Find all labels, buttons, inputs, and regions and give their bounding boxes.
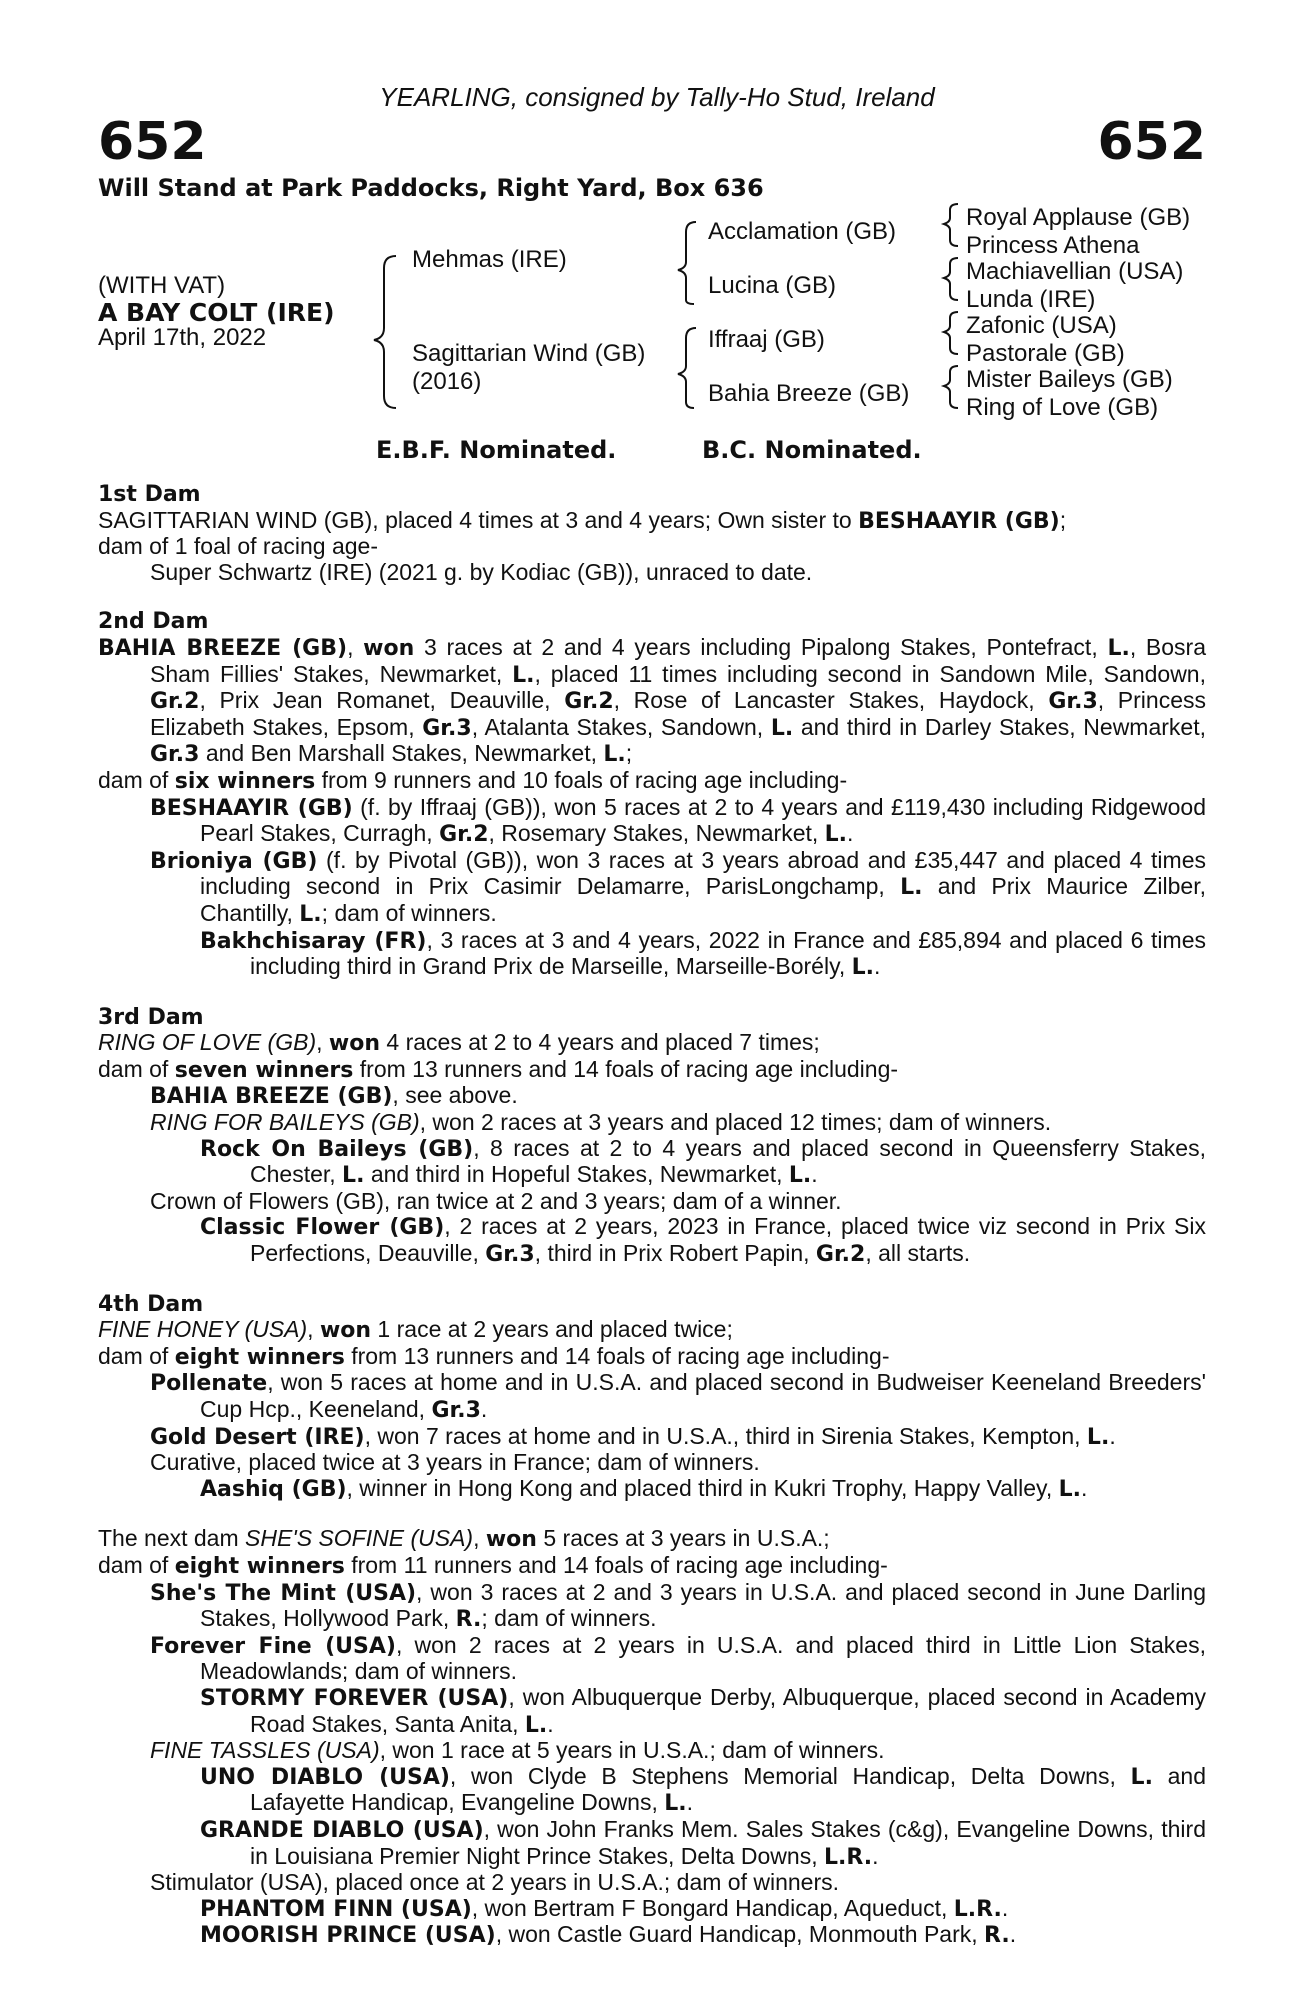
produce-entry: Super Schwartz (IRE) (2021 g. by Kodiac (GB)), unraced to date. bbox=[150, 558, 813, 585]
produce-entry: Forever Fine (USA), won 2 races at 2 years in U.S.A. and placed third in Little Lion Stakes, Meadowlands; dam of winners. bbox=[150, 1631, 1206, 1685]
grandparent-3: Machiavellian (USA) bbox=[966, 258, 1184, 285]
sire-sire: Acclamation (GB) bbox=[708, 218, 897, 245]
dam-paragraph: SAGITTARIAN WIND (GB), placed 4 times at 3 and 4 years; Own sister to BESHAAYIR (GB); bbox=[98, 506, 1067, 534]
consignment-line: YEARLING, consigned by Tally-Ho Stud, Ireland bbox=[379, 82, 935, 112]
produce-entry: Pollenate, won 5 races at home and in U.S.A. and placed second in Budweiser Keeneland Breeders' Cup Hcp., Keeneland, Gr.3. bbox=[150, 1369, 1206, 1423]
produce-entry: She's The Mint (USA), won 3 races at 2 and 3 years in U.S.A. and placed second in June Darling Stakes, Hollywood Park, R.; dam of winners. bbox=[150, 1578, 1206, 1633]
section-heading: 1st Dam bbox=[98, 482, 201, 507]
produce-entry: Gold Desert (IRE), won 7 races at home and in U.S.A., third in Sirenia Stakes, Kempton, L.. bbox=[150, 1422, 1116, 1450]
produce-entry: Bakhchisaray (FR), 3 races at 3 and 4 years, 2022 in France and £85,894 and placed 6 times including third in Grand Prix de Marseille, Marseille-Borély, L.. bbox=[200, 926, 1206, 981]
grandparent-5: Zafonic (USA) bbox=[966, 312, 1117, 339]
grandparent-6: Pastorale (GB) bbox=[966, 340, 1125, 367]
dam-paragraph: RING OF LOVE (GB), won 4 races at 2 to 4 years and placed 7 times; bbox=[98, 1029, 820, 1057]
produce-entry: GRANDE DIABLO (USA), won John Franks Mem. Sales Stakes (c&g), Evangeline Downs, third in Louisiana Premier Night Prince Stakes, Delta Downs, L.R.. bbox=[200, 1815, 1206, 1870]
produce-entry: Classic Flower (GB), 2 races at 2 years, 2023 in France, placed twice viz second in Prix Six Perfections, Deauville, Gr.3, third in Prix Robert Papin, Gr.2, all starts. bbox=[200, 1213, 1206, 1268]
dam-produce-line: dam of six winners from 9 runners and 10 foals of racing age including- bbox=[98, 766, 848, 794]
ebf-nominated: E.B.F. Nominated. bbox=[376, 436, 617, 464]
produce-entry: UNO DIABLO (USA), won Clyde B Stephens Memorial Handicap, Delta Downs, L. and Lafayette Handicap, Evangeline Downs, L.. bbox=[200, 1762, 1206, 1817]
horse-name: A BAY COLT (IRE) bbox=[98, 298, 335, 327]
produce-entry: MOORISH PRINCE (USA), won Castle Guard Handicap, Monmouth Park, R.. bbox=[200, 1921, 1017, 1949]
produce-entry: PHANTOM FINN (USA), won Bertram F Bongard Handicap, Aqueduct, L.R.. bbox=[200, 1894, 1009, 1922]
stand-location: Will Stand at Park Paddocks, Right Yard, Box 636 bbox=[98, 174, 764, 202]
grandparent-1: Royal Applause (GB) bbox=[966, 204, 1191, 231]
produce-entry: Crown of Flowers (GB), ran twice at 2 and 3 years; dam of a winner. bbox=[150, 1187, 842, 1214]
sire-dam: Lucina (GB) bbox=[708, 272, 837, 299]
grandparent-4: Lunda (IRE) bbox=[966, 286, 1096, 313]
produce-entry: FINE TASSLES (USA), won 1 race at 5 years in U.S.A.; dam of winners. bbox=[150, 1737, 885, 1764]
dam-dam: Bahia Breeze (GB) bbox=[708, 380, 910, 407]
section-heading: 2nd Dam bbox=[98, 609, 209, 635]
dam-paragraph: The next dam SHE'S SOFINE (USA), won 5 races at 3 years in U.S.A.; bbox=[98, 1525, 830, 1553]
dam-produce-line: dam of seven winners from 13 runners and 14 foals of racing age including- bbox=[98, 1055, 899, 1083]
dam: Sagittarian Wind (GB) bbox=[412, 340, 646, 367]
catalogue-body bbox=[98, 482, 1206, 1949]
vat-note: (WITH VAT) bbox=[98, 272, 226, 299]
dam-year: (2016) bbox=[412, 368, 482, 395]
grandparent-7: Mister Baileys (GB) bbox=[966, 366, 1173, 393]
dam-paragraph: FINE HONEY (USA), won 1 race at 2 years and placed twice; bbox=[98, 1316, 733, 1344]
grandparent-2: Princess Athena bbox=[966, 232, 1140, 259]
dam-produce-line: dam of eight winners from 13 runners and 14 foals of racing age including- bbox=[98, 1342, 890, 1370]
sire: Mehmas (IRE) bbox=[412, 246, 567, 273]
produce-entry: Brioniya (GB) (f. by Pivotal (GB)), won 3 races at 3 years abroad and £35,447 and placed 4 times including second in Prix Casimir Delamarre, ParisLongchamp, L. and Prix Maurice Zilber, Chantilly, L.; dam of winners. bbox=[150, 846, 1206, 927]
produce-entry: Rock On Baileys (GB), 8 races at 2 to 4 years and placed second in Queensferry Stakes, Chester, L. and third in Hopeful Stakes, Newmarket, L.. bbox=[200, 1134, 1206, 1189]
lot-number-left: 652 bbox=[98, 112, 207, 172]
section-heading: 4th Dam bbox=[98, 1291, 204, 1317]
dam-paragraph: BAHIA BREEZE (GB), won 3 races at 2 and 4 years including Pipalong Stakes, Pontefract, L., Bosra Sham Fillies' Stakes, Newmarket, L., placed 11 times including second in Sandown Mile, Sandown, Gr.2, Prix Jean Romanet, Deauville, Gr.2, Rose of Lancaster Stakes, Haydock, Gr.3, Princess Elizabeth Stakes, Epsom, Gr.3, Atalanta Stakes, Sandown, L. and third in Darley Stakes, Newmarket, Gr.3 and Ben Marshall Stakes, Newmarket, L.; bbox=[98, 633, 1207, 768]
dam-produce-line: dam of 1 foal of racing age- bbox=[98, 533, 378, 560]
section-heading: 3rd Dam bbox=[98, 1004, 204, 1030]
produce-entry: BAHIA BREEZE (GB), see above. bbox=[150, 1082, 518, 1110]
dam-produce-line: dam of eight winners from 11 runners and 14 foals of racing age including- bbox=[98, 1551, 888, 1579]
produce-entry: STORMY FOREVER (USA), won Albuquerque Derby, Albuquerque, placed second in Academy Road Stakes, Santa Anita, L.. bbox=[200, 1683, 1206, 1738]
grandparent-8: Ring of Love (GB) bbox=[966, 394, 1159, 421]
dam-sire: Iffraaj (GB) bbox=[708, 326, 825, 353]
lot-number-right: 652 bbox=[1097, 112, 1206, 172]
produce-entry: Curative, placed twice at 3 years in France; dam of winners. bbox=[150, 1449, 760, 1476]
produce-entry: BESHAAYIR (GB) (f. by Iffraaj (GB)), won 5 races at 2 to 4 years and £119,430 including Ridgewood Pearl Stakes, Curragh, Gr.2, Rosemary Stakes, Newmarket, L.. bbox=[150, 793, 1206, 848]
produce-entry: RING FOR BAILEYS (GB), won 2 races at 3 years and placed 12 times; dam of winners. bbox=[150, 1109, 1052, 1136]
produce-entry: Aashiq (GB), winner in Hong Kong and placed third in Kukri Trophy, Happy Valley, L.. bbox=[200, 1474, 1088, 1502]
bc-nominated: B.C. Nominated. bbox=[702, 436, 922, 464]
foaling-date: April 17th, 2022 bbox=[98, 324, 267, 351]
produce-entry: Stimulator (USA), placed once at 2 years in U.S.A.; dam of winners. bbox=[150, 1869, 840, 1896]
